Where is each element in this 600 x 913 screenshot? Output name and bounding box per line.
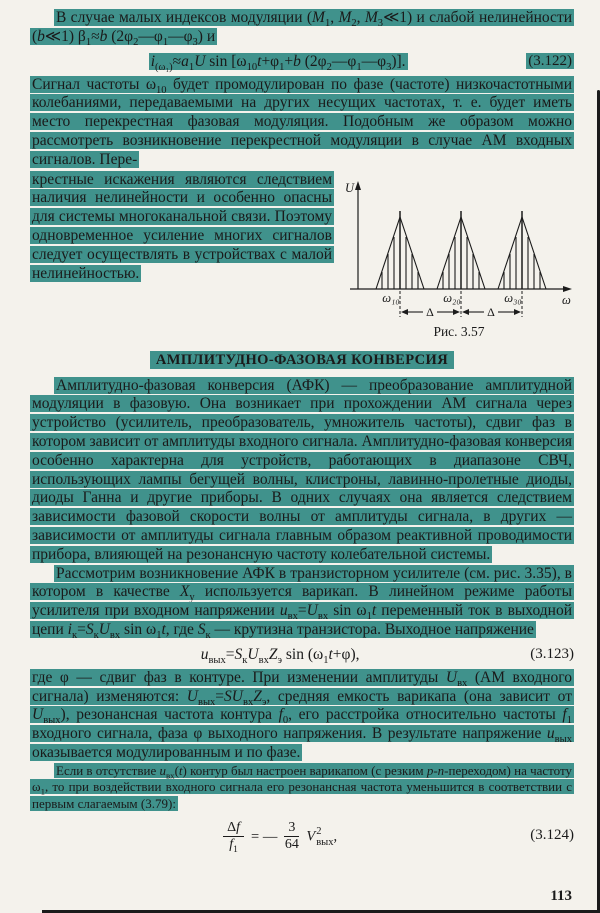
section-heading: АМПЛИТУДНО-ФАЗОВАЯ КОНВЕРСИЯ: [30, 352, 574, 369]
peak-label-3: ω₃₀: [504, 290, 522, 305]
paragraph-cross-modulation-wrap: [30, 171, 334, 340]
equation-3-123: [30, 645, 574, 665]
equation-3-122: [30, 52, 574, 72]
figure-text-row: [30, 171, 574, 340]
delta-label-1: Δ: [426, 304, 434, 319]
equation-3-122-body: $i_{(\omega_1)}\approx a_1U$ $\sin [\omega_{10}t+\varphi_1+b$ $(2\varphi_2—\varphi_1—\varphi_3)$].: [150, 52, 406, 73]
paragraph-phase-shift-text: где φ — сдвиг фаз в контуре. При изменении амплитуды $U_{вх}$ (АМ входного сигнала) изменяются: $U_{вых}=SU_{вх}Z_э$, средняя емкость варикапа (она зависит от $U_{вых}$), резонансная частота контура $f_0$, его расстройка относительно частоты $f_1$ входного сигнала, фаза φ выходного напряжения. В результате напряжение $u_{вых}$ оказывается модулированным и по фазе.: [32, 668, 572, 761]
delta-span-1: [401, 305, 460, 319]
equation-3-122-number: (3.122): [528, 53, 572, 70]
equation-3-124-number: (3.124): [530, 826, 574, 843]
spectrum-peak-2: [437, 211, 485, 289]
equals-minus: = —: [251, 828, 278, 845]
delta-label-2: Δ: [487, 304, 495, 319]
spectrum-peak-3: [498, 211, 546, 289]
x-axis-arrow-icon: [563, 286, 572, 292]
paragraph-modulation-indices-text: В случае малых индексов модуляции ($M_1$, $M_2$, $M_3≪1$) и слабой нелинейности (b≪1) $\beta_1\approx b$ $(2\varphi_2—\varphi_1—\varphi_3)$ и: [32, 9, 573, 48]
equation-3-122-body-wrap: [30, 52, 526, 72]
page-number: 113: [550, 888, 572, 904]
y-axis-label: U: [345, 180, 355, 195]
spectrum-diagram-svg: [344, 179, 574, 321]
equation-3-124: [30, 817, 574, 853]
paragraph-transistor-amplifier-text: Рассмотрим возникновение АФК в транзисторном усилителе (см. рис. 3.35), в котором в качестве $X_у$ используется варикап. В линейном режиме работы усилителя при входном напряжении $u_{вх}=U_{вх}$ $\sin \omega_1t$ переменный ток в выходной цепи $i_к=S_кU_{вх}$ $\sin \omega_1t$, где $S_к$ — крутизна транзистора. Выходное напряжение: [32, 564, 573, 642]
x-axis-label: ω: [562, 292, 571, 307]
figure-3-57: [334, 171, 574, 340]
v-squared-term: V 2 вых ,: [306, 825, 338, 848]
delta-span-2: [462, 305, 521, 319]
paragraph-transistor-amplifier: [30, 565, 574, 640]
equation-3-123-body: $u_{вых}=S_кU_{вх}Z_э$ $\sin (\omega_1t+\varphi)$,: [200, 645, 360, 666]
peak-label-1: ω₁₀: [382, 290, 400, 305]
spectrum-peak-1: [376, 211, 424, 289]
paragraph-cross-modulation-wrap-text: крестные искажения являются следствием наличия нелинейности и особенно опасны для системы многоканальной связи. Поэтому одновременное усиление многих сигналов следует осуществлять в устройствах с малой нелинейностью.: [32, 170, 332, 282]
fraction-3-64: $\frac{3}{64}$: [284, 819, 299, 853]
paragraph-modulation-indices: [30, 9, 574, 47]
paragraph-afk-definition: [30, 377, 574, 565]
paragraph-varicap-smallprint: [30, 763, 574, 812]
peak-label-2: ω₂₀: [443, 290, 461, 305]
paragraph-phase-shift: [30, 669, 574, 763]
equation-3-123-number: (3.123): [530, 646, 574, 663]
paragraph-afk-definition-text: Амплитудно-фазовая конверсия (АФК) — преобразование амплитудной модуляции в фазовую. Она возникает при прохождении АМ сигнала через устройство (усилитель, преобразователь, умножитель частоты), сдвиг фаз в котором зависит от амплитуды входного сигнала. Амплитудно-фазовая конверсия особенно характерна для устройств, работающих в диапазоне СВЧ, использующих лампы бегущей волны, клистроны, лавинно-пролетные диоды, диоды Ганна и другие приборы. В одних случаях она является следствием зависимости фазовой скорости волны от амплитуды сигнала, в других — зависимости от амплитуды сигнала главным образом реактивной проводимости прибора, влияющей на резонансную частоту колебательной системы.: [32, 376, 572, 563]
paragraph-cross-modulation-text: Сигнал частоты $\omega_{10}$ будет промодулирован по фазе (частоте) низкочастотными колебаниями, передаваемыми на других несущих частотах, т. е. будет иметь место перекрестная фазовая модуляция. Подобным же образом можно рассмотреть возникновение перекрестной модуляции в случае АМ входных сигналов. Пере-: [32, 75, 572, 168]
y-axis-arrow-icon: [355, 181, 361, 190]
figure-caption: Рис. 3.57: [433, 323, 485, 339]
equation-3-124-body: [223, 820, 337, 853]
paragraph-varicap-smallprint-text: Если в отсутствие $u_{вх}(t)$ контур был настроен варикапом (с резким p-n-переходом) на частоту $\omega_1$, то при воздействии входного сигнала его резонансная частота уменьшится в соответствии с первым слагаемым (3.79):: [32, 762, 573, 811]
fraction-delta-f: $\frac{\Delta f}{f_1}$: [223, 820, 244, 853]
paragraph-cross-modulation: [30, 76, 574, 170]
